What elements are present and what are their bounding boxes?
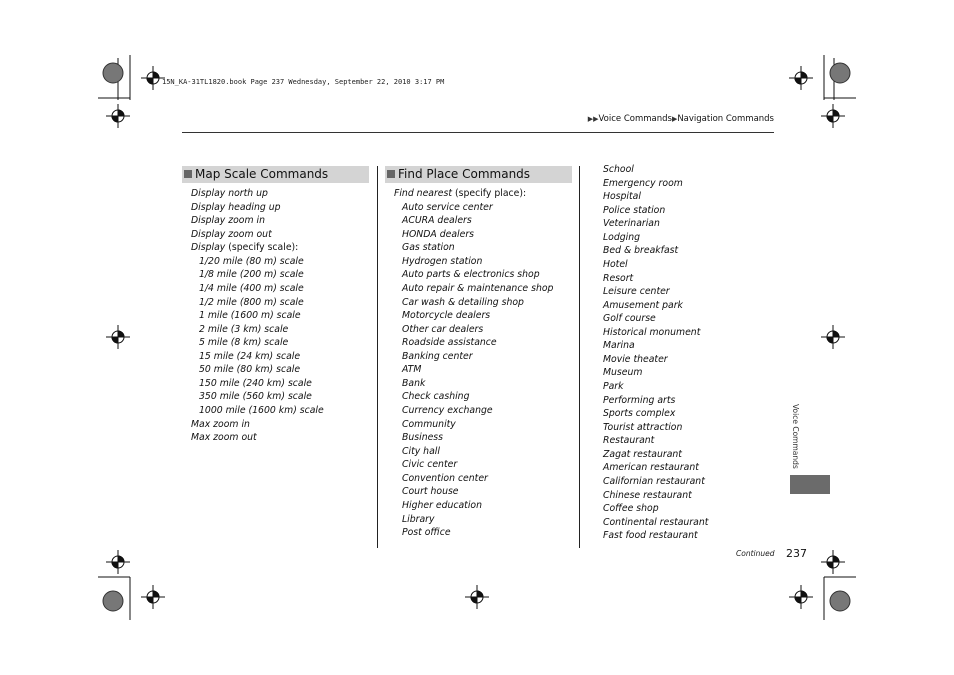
command-text: Max zoom out	[191, 432, 257, 444]
command-text: Max zoom in	[191, 418, 250, 430]
command-text: Convention center	[402, 472, 488, 484]
breadcrumb-item-navigation-commands[interactable]: Navigation Commands	[677, 114, 774, 124]
breadcrumb-item-voice-commands[interactable]: Voice Commands	[598, 114, 672, 124]
command-text: 350 mile (560 km) scale	[199, 391, 312, 403]
command-text: Check cashing	[402, 391, 470, 403]
command-text: HONDA dealers	[402, 228, 475, 240]
command-text: Museum	[603, 367, 643, 379]
command-text: Library	[402, 513, 435, 525]
command-text: Chinese restaurant	[603, 489, 692, 501]
command-text: Emergency room	[603, 177, 683, 189]
command-text: 1/20 mile (80 m) scale	[199, 255, 304, 267]
command-text: Business	[402, 432, 443, 444]
command-text: Hotel	[603, 258, 628, 270]
command-text: 15 mile (24 km) scale	[199, 350, 301, 362]
command-text: Banking center	[402, 350, 473, 362]
command-text: 1/2 mile (800 m) scale	[199, 296, 304, 308]
command-text: 2 mile (3 km) scale	[199, 323, 289, 335]
command-text: Historical monument	[603, 326, 701, 338]
command-text: Californian restaurant	[603, 475, 705, 487]
command-text: 50 mile (80 km) scale	[199, 364, 301, 376]
command-text: Display zoom in	[191, 215, 265, 227]
command-text: Find nearest	[394, 188, 453, 199]
command-text: Car wash & detailing shop	[402, 296, 524, 308]
command-text: 1/8 mile (200 m) scale	[199, 269, 304, 281]
command-text: School	[603, 164, 634, 175]
command-text: Zagat restaurant	[603, 448, 682, 460]
command-text: 5 mile (8 km) scale	[199, 337, 289, 349]
breadcrumb-arrow-icon: ▶	[671, 115, 678, 123]
command-text: Display	[191, 242, 226, 254]
registration-target-icon	[106, 66, 845, 609]
command-text: Display heading up	[191, 201, 281, 213]
command-text: Performing arts	[603, 394, 676, 406]
command-text: Amusement park	[603, 299, 683, 311]
command-text: Other car dealers	[402, 323, 484, 335]
command-text: Display north up	[191, 188, 268, 199]
command-text: Police station	[603, 204, 666, 216]
command-text: Resort	[603, 272, 634, 284]
command-text: 1 mile (1600 m) scale	[199, 310, 301, 322]
command-text: Restaurant	[603, 435, 655, 447]
command-text: Leisure center	[603, 286, 670, 298]
command-text: ATM	[402, 364, 422, 376]
color-target-icon	[103, 63, 850, 611]
command-text: Court house	[402, 486, 459, 498]
command-text: Fast food restaurant	[603, 530, 698, 542]
command-text: American restaurant	[603, 462, 699, 474]
command-text: Continental restaurant	[603, 516, 709, 528]
crop-marks	[98, 55, 856, 620]
command-text: Lodging	[603, 231, 641, 243]
command-text: Roadside assistance	[402, 337, 497, 349]
command-text: Golf course	[603, 313, 656, 325]
command-text: Motorcycle dealers	[402, 310, 491, 322]
command-text: City hall	[402, 445, 440, 457]
command-text: Park	[603, 381, 624, 392]
breadcrumb-arrow-icon: ▶▶	[587, 115, 599, 123]
command-text: ACURA dealers	[402, 215, 472, 227]
command-suffix: (specify scale):	[225, 242, 299, 254]
section-heading-text: Find Place Commands	[398, 167, 531, 181]
page-number: 237	[786, 547, 807, 560]
command-text: Hospital	[603, 191, 641, 203]
command-text: Veterinarian	[603, 218, 660, 230]
command-text: Post office	[402, 527, 451, 539]
side-tab-label: Voice Commands	[791, 404, 800, 469]
command-text: Sports complex	[603, 408, 676, 420]
command-text: Coffee shop	[603, 503, 659, 515]
command-text: Auto service center	[402, 201, 493, 213]
command-text: Hydrogen station	[402, 255, 483, 267]
command-text: 1/4 mile (400 m) scale	[199, 282, 304, 294]
continued-label: Continued	[736, 549, 775, 558]
command-text: Marina	[603, 340, 635, 352]
command-text: Currency exchange	[402, 405, 493, 416]
command-text: Bed & breakfast	[603, 245, 679, 257]
command-text: Auto repair & maintenance shop	[402, 282, 554, 294]
command-text: 150 mile (240 km) scale	[199, 377, 312, 389]
command-suffix: (specify place):	[452, 188, 527, 199]
command-text: 1000 mile (1600 km) scale	[199, 405, 324, 416]
command-text: Auto parts & electronics shop	[402, 269, 540, 281]
command-text: Display zoom out	[191, 228, 272, 240]
print-header: 15N_KA-31TL1820.book Page 237 Wednesday, September 22, 2010 3:17 PM	[162, 78, 445, 86]
command-text: Movie theater	[603, 353, 668, 365]
command-text: Gas station	[402, 242, 455, 254]
section-heading-text: Map Scale Commands	[195, 167, 329, 181]
command-text: Tourist attraction	[603, 421, 683, 433]
command-text: Higher education	[402, 499, 482, 511]
command-text: Civic center	[402, 459, 458, 471]
command-text: Community	[402, 418, 456, 430]
command-text: Bank	[402, 377, 426, 389]
